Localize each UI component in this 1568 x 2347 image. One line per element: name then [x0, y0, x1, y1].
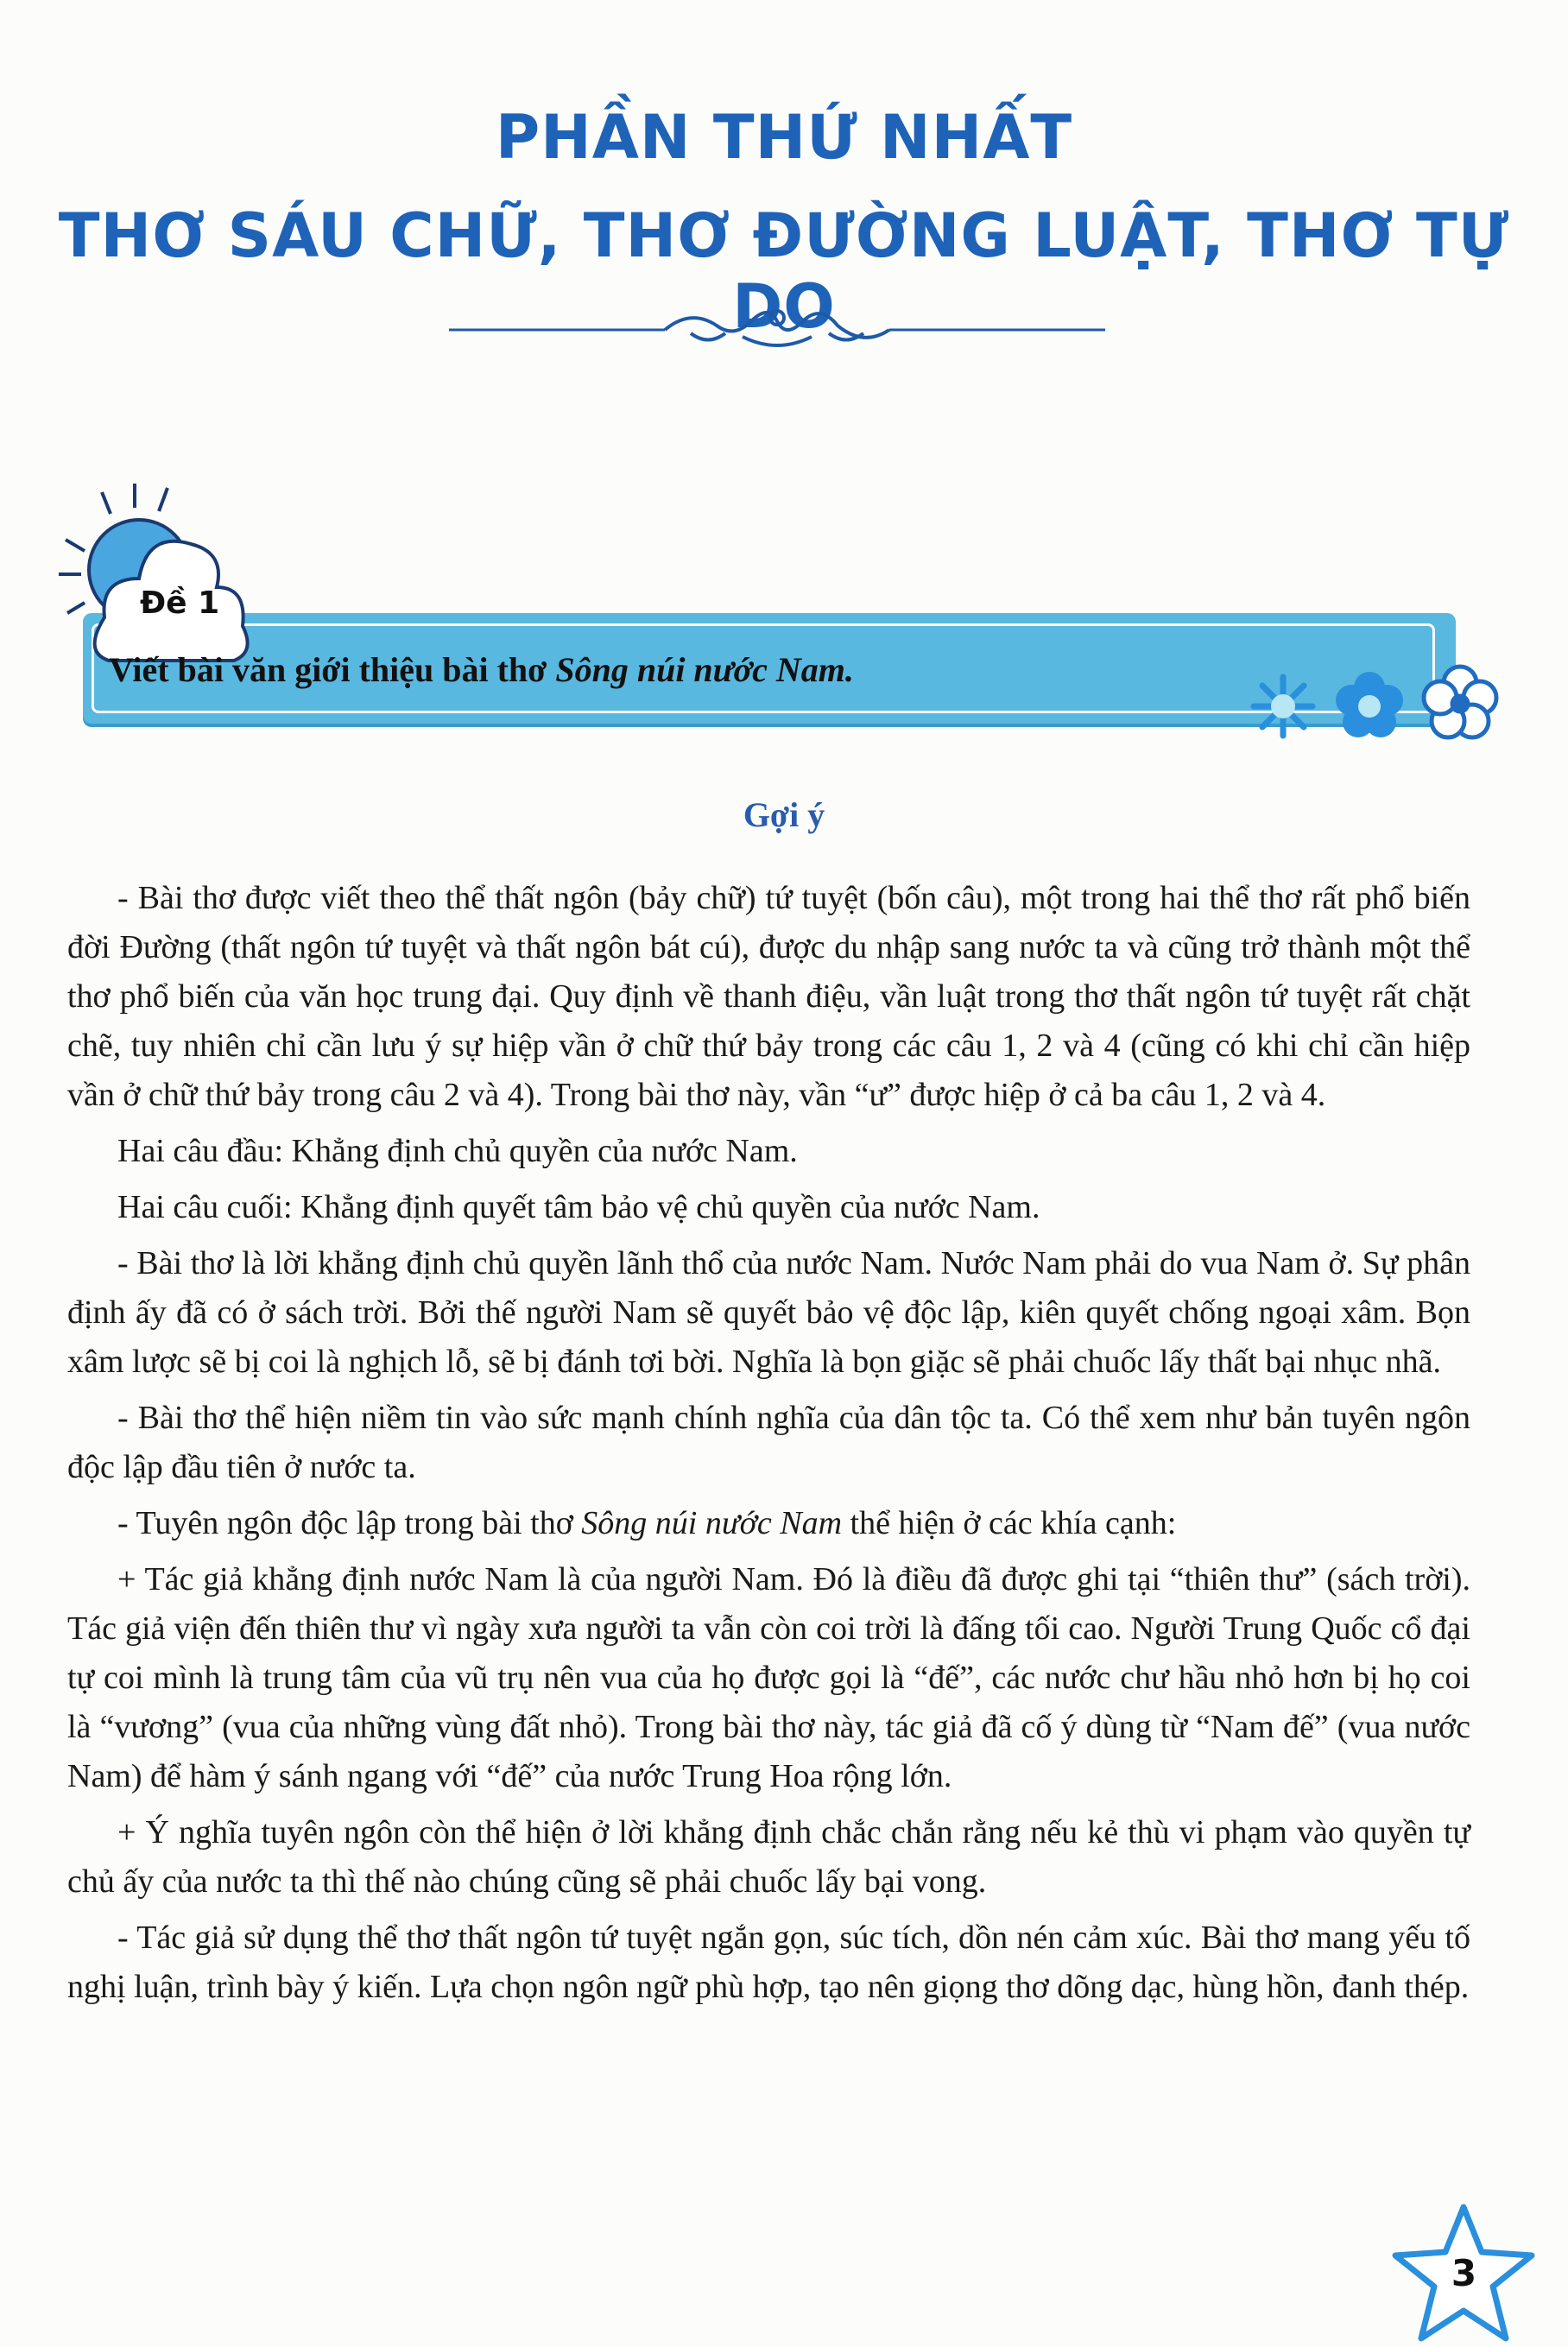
part-title: PHẦN THỨ NHẤT [495, 102, 1073, 173]
body-text [67, 874, 1470, 2019]
prompt-text: Viết bài văn giới thiệu bài thơ [109, 650, 556, 689]
part-subtitle: THƠ SÁU CHỮ, THƠ ĐƯỜNG LUẬT, THƠ TỰ DO [58, 200, 1510, 342]
paragraph: - Bài thơ được viết theo thể thất ngôn (bảy chữ) tứ tuyệt (bốn câu), một trong hai thể thơ rất phổ biến đời Đường (thất ngôn tứ tuyệt và thất ngôn bát cú), được du nhập sang nước ta và cũng trở thành một thể thơ phổ biến của văn học trung đại. Quy định về thanh điệu, vần luật trong thơ thất ngôn tứ tuyệt rất chặt chẽ, tuy nhiên chỉ cần lưu ý sự hiệp vần ở chữ thứ bảy trong các câu 1, 2 và 4 (cũng có khi chỉ cần hiệp vần ở chữ thứ bảy trong câu 2 và 4). Trong bài thơ này, vần “ư” được hiệp ở cả ba câu 1, 2 và 4. [67, 880, 1470, 1113]
paragraph: - Tác giả sử dụng thể thơ thất ngôn tứ tuyệt ngắn gọn, súc tích, dồn nén cảm xúc. Bài thơ mang yếu tố nghị luận, trình bày ý kiến. Lựa chọn ngôn ngữ phù hợp, tạo nên giọng thơ dõng dạc, hùng hồn, đanh thép. [67, 1920, 1470, 2005]
paragraph: Hai câu cuối: Khẳng định quyết tâm bảo vệ chủ quyền của nước Nam. [117, 1189, 1040, 1225]
paragraph-text: - Tuyên ngôn độc lập trong bài thơ [117, 1505, 582, 1541]
paragraph: + Ý nghĩa tuyên ngôn còn thể hiện ở lời khẳng định chắc chắn rằng nếu kẻ thù vi phạm vào quyền tự chủ ấy của nước ta thì thế nào chúng cũng sẽ phải chuốc lấy bại vong. [67, 1814, 1470, 1900]
flowers-decoration-icon [1231, 656, 1568, 769]
paragraph: - Bài thơ là lời khẳng định chủ quyền lãnh thổ của nước Nam. Nước Nam phải do vua Nam ở. Sự phân định ấy đã có ở sách trời. Bởi thế người Nam sẽ quyết bảo vệ độc lập, kiên quyết chống ngoại xâm. Bọn xâm lược sẽ bị coi là nghịch lỗ, sẽ bị đánh tơi bời. Nghĩa là bọn giặc sẽ phải chuốc lấy thất bại nhục nhã. [67, 1245, 1470, 1380]
paragraph: Hai câu đầu: Khẳng định chủ quyền của nước Nam. [117, 1133, 798, 1169]
ornament-divider-icon [449, 302, 1105, 354]
prompt-poem-title: Sông núi nước Nam. [555, 650, 854, 689]
exercise-prompt [109, 649, 854, 690]
page-number: 3 [1451, 2252, 1477, 2294]
exercise-banner [83, 585, 1464, 725]
paragraph: + Tác giả khẳng định nước Nam là của người Nam. Đó là điều đã được ghi tại “thiên thư” (sách trời). Tác giả viện đến thiên thư vì ngày xưa người ta vẫn còn coi trời là đấng tối cao. Người Trung Quốc cổ đại tự coi mình là trung tâm của vũ trụ nên vua của họ được gọi là “đế”, các nước chư hầu nhỏ hơn bị họ coi là “vương” (vua của những vùng đất nhỏ). Trong bài thơ này, tác giả đã cố ý dùng từ “Nam đế” (vua nước Nam) để hàm ý sánh ngang với “đế” của nước Trung Hoa rộng lớn. [67, 1561, 1470, 1794]
section-heading: Gợi ý [743, 795, 825, 834]
paragraph: - Bài thơ thể hiện niềm tin vào sức mạnh chính nghĩa của dân tộc ta. Có thể xem như bản tuyên ngôn độc lập đầu tiên ở nước ta. [67, 1400, 1470, 1485]
poem-title: Sông núi nước Nam [581, 1505, 843, 1541]
sun-cloud-icon [48, 475, 307, 665]
paragraph [67, 1499, 1470, 1548]
paragraph-text: thể hiện ở các khía cạnh: [842, 1505, 1177, 1541]
exercise-label: Đề 1 [140, 585, 220, 621]
